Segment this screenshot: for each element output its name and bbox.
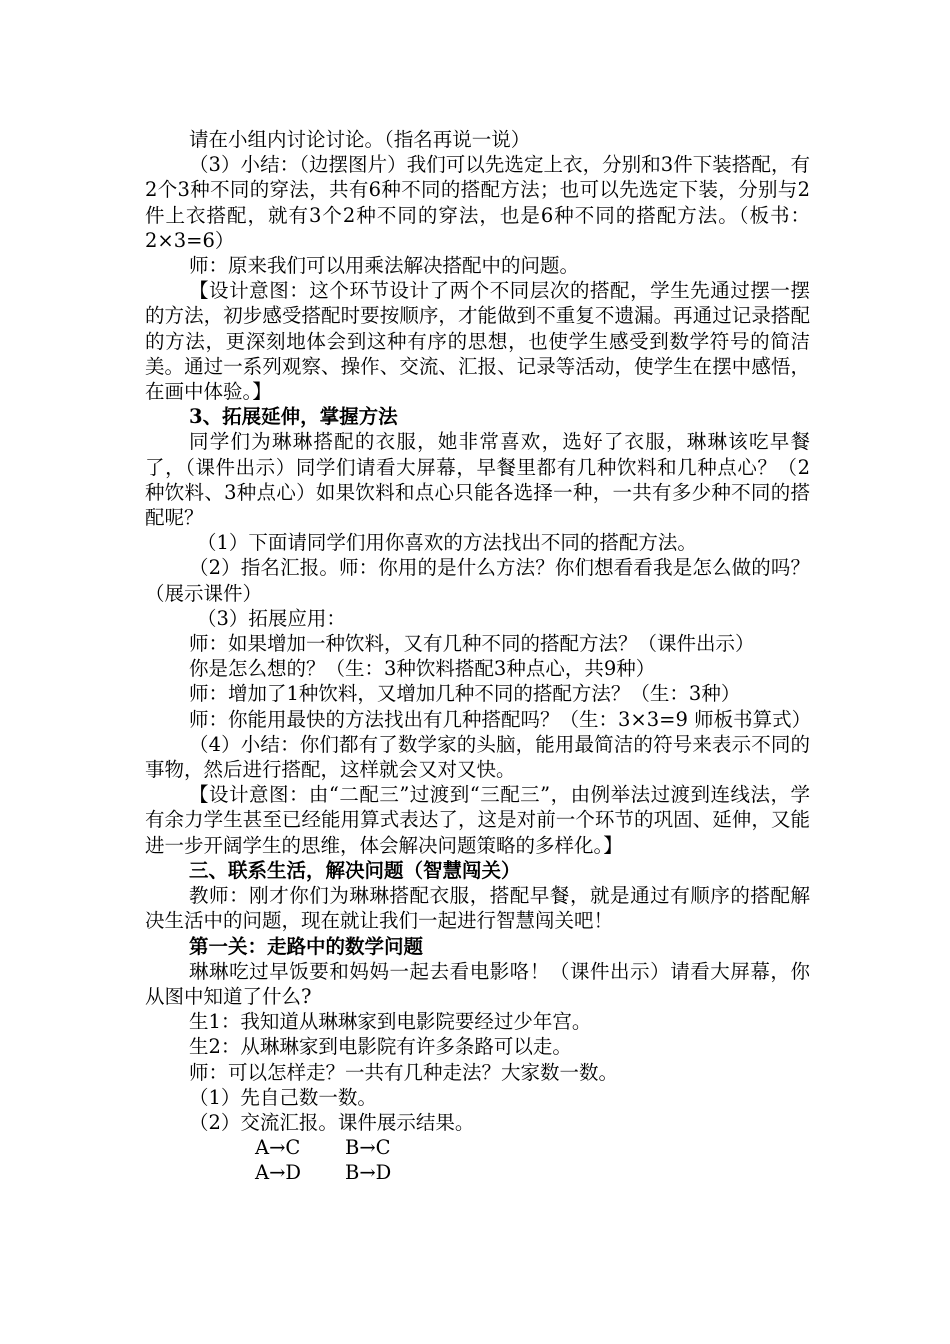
paragraph: 【设计意图：这个环节设计了两个不同层次的搭配，学生先通过摆一摆的方法，初步感受搭配时要按顺序，才能做到不重复不遗漏。再通过记录搭配的方法，更深刻地体会到这种有序的思想，也使学生感受到数学符号的简洁美。通过一系列观察、操作、交流、汇报、记录等活动，使学生在摆中感悟，在画中体验。】 — [145, 279, 810, 404]
route-item: A→C — [255, 1136, 301, 1160]
route-item: B→D — [345, 1161, 392, 1185]
paragraph: 请在小组内讨论讨论。（指名再说一说） — [189, 128, 531, 151]
paragraph: 师：原来我们可以用乘法解决搭配中的问题。 — [189, 254, 580, 278]
document-body — [145, 127, 810, 1135]
paragraph: （3）小结：（边摆图片）我们可以先选定上衣，分别和3件下装搭配，有2个3种不同的穿法，共有6种不同的搭配方法；也可以先选定下装，分别与2件上衣搭配，就有3个2种不同的穿法，也是6种不同的搭配方法。（板书：2×3=6） — [145, 153, 810, 252]
document-page — [145, 127, 810, 1186]
paragraph: 师：如果增加一种饮料，又有几种不同的搭配方法？（课件出示） — [189, 632, 755, 656]
route-item: A→D — [255, 1161, 302, 1185]
paragraph: （2）指名汇报。师：你用的是什么方法？你们想看看我是怎么做的吗？（展示课件） — [145, 556, 810, 605]
paragraph: 师：你能用最快的方法找出有几种搭配吗？（生：3×3=9 师板书算式） — [189, 707, 812, 731]
paragraph: 教师：刚才你们为琳琳搭配衣服，搭配早餐，就是通过有顺序的搭配解决生活中的问题，现在就让我们一起进行智慧闯关吧！ — [145, 884, 810, 933]
route-item: B→C — [345, 1136, 391, 1160]
section-heading: 三、联系生活，解决问题（智慧闯关） — [189, 858, 521, 882]
paragraph: （2）交流汇报。课件展示结果。 — [189, 1110, 475, 1134]
paragraph: （1）先自己数一数。 — [189, 1085, 377, 1109]
paragraph: （4）小结：你们都有了数学家的头脑，能用最简洁的符号来表示不同的事物，然后进行搭配，这样就会又对又快。 — [145, 732, 810, 782]
paragraph: 师：增加了1种饮料，又增加几种不同的搭配方法？（生：3种） — [189, 682, 741, 706]
route-row — [255, 1135, 810, 1160]
paragraph: 生1：我知道从琳琳家到电影院要经过少年宫。 — [189, 1010, 592, 1034]
paragraph: 【设计意图：由“二配三”过渡到“三配三”，由例举法过渡到连线法，学有余力学生甚至已经能用算式表达了，这是对前一个环节的巩固、延伸，又能进一步开阔学生的思维，体会解决问题策略的多样化。】 — [145, 783, 810, 857]
paragraph: 琳琳吃过早饭要和妈妈一起去看电影咯！（课件出示）请看大屏幕，你从图中知道了什么? — [145, 959, 810, 1008]
section-heading: 第一关：走路中的数学问题 — [189, 934, 424, 958]
paragraph: 生2：从琳琳家到电影院有许多条路可以走。 — [189, 1035, 572, 1059]
paragraph: （3）拓展应用： — [197, 606, 346, 630]
paragraph: 同学们为琳琳搭配的衣服，她非常喜欢，选好了衣服，琳琳该吃早餐了，（课件出示）同学们请看大屏幕，早餐里都有几种饮料和几种点心？（2种饮料、3种点心）如果饮料和点心只能各选择一种，一共有多少种不同的搭配呢？ — [145, 430, 810, 530]
paragraph: 师：可以怎样走？一共有几种走法？大家数一数。 — [189, 1060, 619, 1084]
paragraph: 你是怎么想的？（生：3种饮料搭配3种点心，共9种） — [189, 657, 656, 681]
route-list — [255, 1135, 810, 1185]
route-row — [255, 1160, 810, 1185]
section-heading: 3、拓展延伸，掌握方法 — [189, 405, 398, 429]
paragraph: （1）下面请同学们用你喜欢的方法找出不同的搭配方法。 — [197, 531, 697, 555]
